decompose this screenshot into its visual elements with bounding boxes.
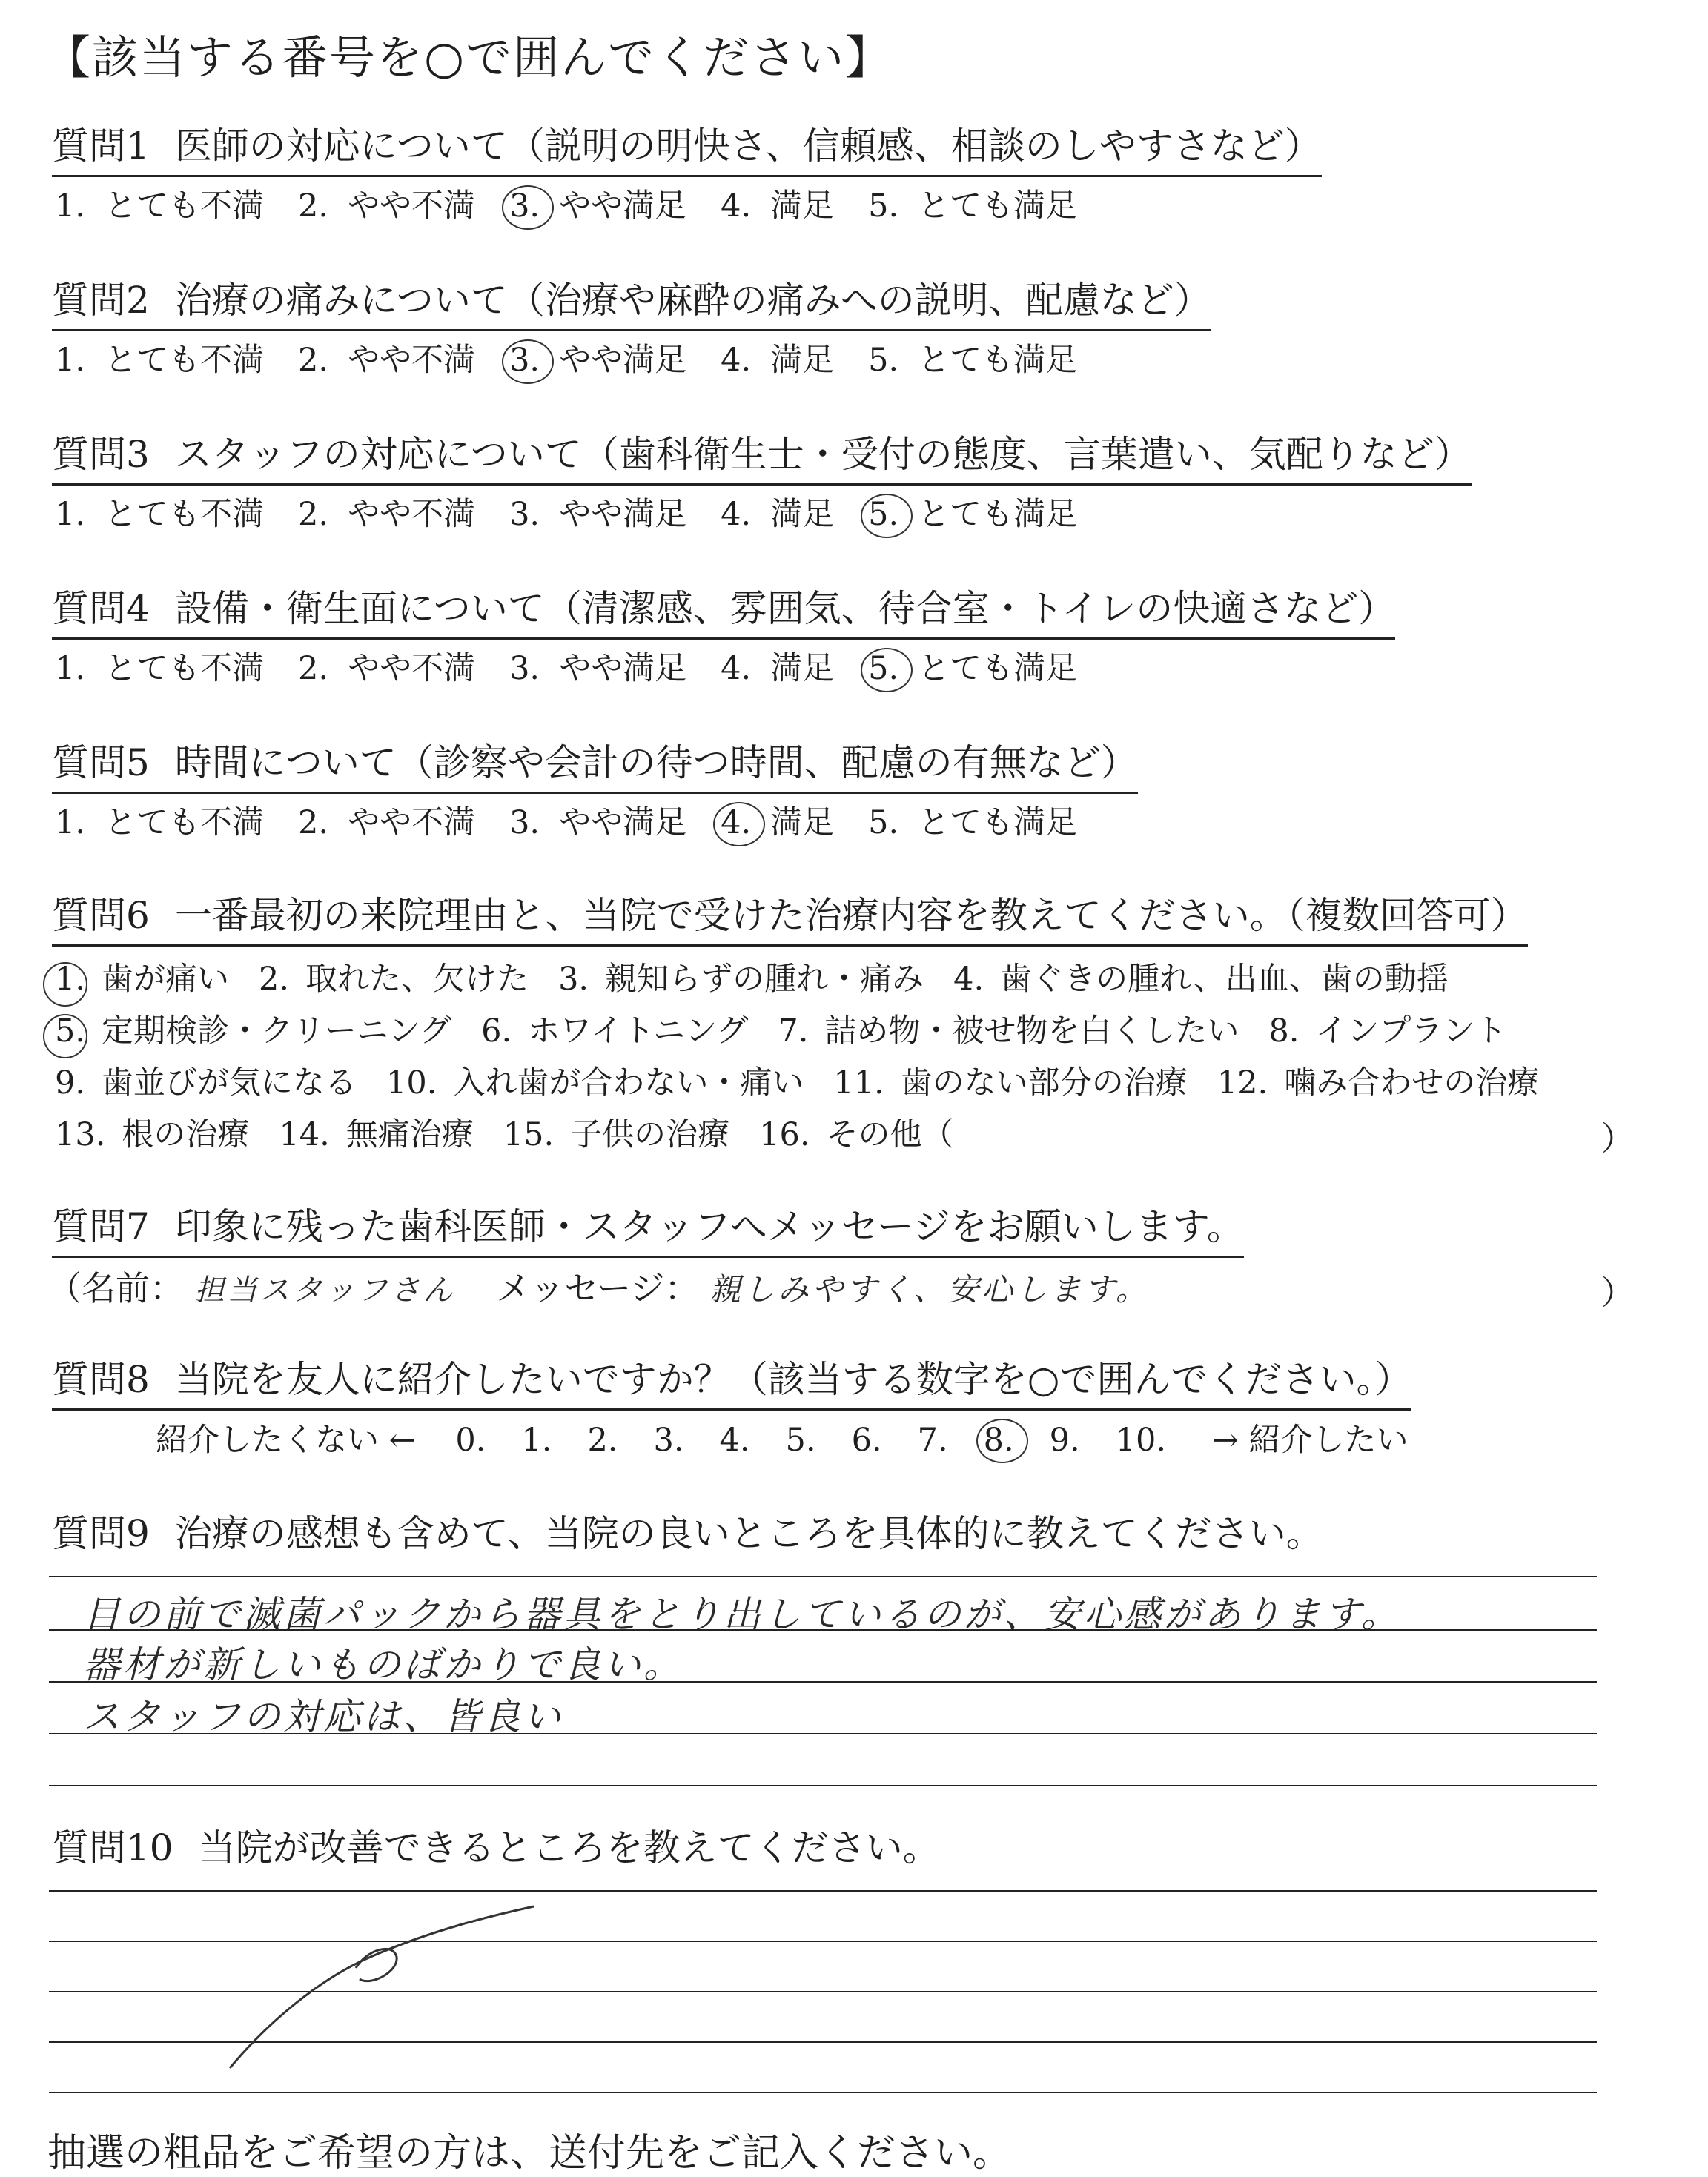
selection-circle	[976, 1419, 1028, 1463]
question-text: スタッフの対応について（歯科衛生士・受付の態度、言葉遣い、気配りなど）	[174, 433, 1472, 476]
option-number: 14.	[279, 1116, 330, 1153]
treatment-option[interactable]	[778, 1005, 1239, 1057]
option-number: 4.	[721, 342, 752, 379]
option-number: 2.	[259, 961, 290, 998]
option-label: 満足	[770, 188, 835, 225]
option-label: やや満足	[559, 804, 687, 841]
option-number: 5.	[868, 342, 899, 379]
option-label: 噛み合わせの治療	[1284, 1064, 1540, 1101]
option-label: 無痛治療	[345, 1116, 474, 1153]
answer-line	[49, 1629, 1597, 1631]
option-row	[55, 1005, 1569, 1057]
question-text: 治療の痛みについて（治療や麻酔の痛みへの説明、配慮など）	[174, 279, 1211, 322]
strike-mark	[208, 1898, 549, 2075]
option-number: 5.	[868, 492, 898, 537]
option-label: 根の治療	[122, 1116, 250, 1153]
name-label: （名前：	[47, 1268, 184, 1308]
answer-line	[49, 1681, 1597, 1683]
option-row	[55, 953, 1569, 1005]
rating-option[interactable]	[721, 492, 834, 537]
question-label: 質問5	[52, 741, 150, 784]
question-label: 質問9	[52, 1512, 150, 1555]
option-label: とても不満	[105, 188, 265, 225]
rating-option[interactable]	[868, 646, 1077, 691]
option-row	[55, 1057, 1569, 1109]
treatment-option[interactable]	[55, 1109, 249, 1161]
rating-option[interactable]	[721, 338, 834, 382]
selection-circle	[502, 185, 554, 230]
scale-number[interactable]: 6.	[851, 1422, 882, 1459]
option-label: やや満足	[559, 496, 687, 533]
selection-circle	[861, 648, 913, 692]
selection-circle	[713, 802, 765, 846]
option-label: 歯のない部分の治療	[900, 1064, 1188, 1101]
rating-option[interactable]	[509, 492, 686, 537]
option-number: 4.	[721, 496, 752, 533]
scale-number[interactable]: 9.	[1049, 1422, 1080, 1459]
option-number: 1.	[55, 961, 85, 998]
treatment-option[interactable]	[55, 1005, 451, 1057]
treatment-option[interactable]	[1217, 1057, 1539, 1109]
option-label: やや不満	[348, 804, 476, 841]
question-label: 質問2	[52, 279, 150, 322]
option-label: やや不満	[348, 496, 476, 533]
rating-options	[55, 492, 1111, 537]
rating-option[interactable]	[509, 338, 686, 382]
option-number: 15.	[503, 1116, 555, 1153]
rating-option[interactable]	[868, 184, 1077, 228]
selection-circle	[43, 1014, 87, 1058]
option-label: とても満足	[918, 342, 1078, 379]
page-title: 【該当する番号を○で囲んでください】	[44, 30, 893, 85]
option-label: やや満足	[559, 650, 687, 687]
rating-option[interactable]	[721, 646, 834, 691]
rating-option[interactable]	[298, 801, 475, 845]
option-label: 詰め物・被せ物を白くしたい	[824, 1013, 1239, 1050]
question-label: 質問8	[52, 1358, 150, 1401]
option-label: 子供の治療	[570, 1116, 730, 1153]
scale-numbers	[455, 1422, 1202, 1459]
option-number: 3.	[509, 804, 540, 841]
option-number: 8.	[1268, 1013, 1300, 1050]
option-label: とても不満	[105, 804, 265, 841]
scale-number[interactable]: 5.	[785, 1422, 816, 1459]
rating-option[interactable]	[55, 801, 264, 845]
rating-option[interactable]	[55, 492, 264, 537]
rating-option[interactable]	[298, 184, 475, 228]
rating-option[interactable]	[509, 184, 686, 228]
option-number: 6.	[481, 1013, 512, 1050]
option-label: やや不満	[348, 342, 476, 379]
rating-option[interactable]	[868, 801, 1077, 845]
treatment-options	[55, 953, 1569, 1161]
question-text: 当院を友人に紹介したいですか？（該当する数字を○で囲んでください。）	[174, 1358, 1412, 1401]
option-label: とても満足	[918, 804, 1078, 841]
scale-number[interactable]: 4.	[719, 1422, 750, 1459]
scale-number[interactable]: 1.	[521, 1422, 552, 1459]
rating-option[interactable]	[55, 646, 264, 691]
option-number: 4.	[721, 650, 752, 687]
option-number: 10.	[386, 1064, 437, 1101]
scale-number[interactable]: 2.	[587, 1422, 618, 1459]
question-label: 質問10	[52, 1826, 173, 1869]
option-label: 定期検診・クリーニング	[102, 1013, 452, 1050]
close-paren: ）	[1601, 1274, 1634, 1312]
rating-option[interactable]	[298, 338, 475, 382]
option-label: 入れ歯が合わない・痛い	[453, 1064, 804, 1101]
answer-line	[49, 1785, 1597, 1786]
option-label: 取れた、欠けた	[305, 961, 529, 998]
option-number: 2.	[298, 342, 329, 379]
option-number: 11.	[833, 1064, 884, 1101]
option-label: やや満足	[559, 342, 687, 379]
option-label: 親知らずの腫れ・痛み	[605, 961, 924, 998]
option-label: 満足	[770, 650, 835, 687]
option-label: ホワイトニング	[528, 1013, 749, 1050]
answer-text-1: 目の前で滅菌パックから器具をとり出しているのが、安心感があります。	[83, 1593, 1401, 1636]
answer-line	[49, 1890, 1597, 1892]
rating-options	[55, 646, 1111, 691]
question-label: 質問6	[52, 894, 150, 937]
option-label: とても満足	[918, 496, 1078, 533]
option-number: 3.	[558, 961, 589, 998]
option-number: 9.	[55, 1064, 86, 1101]
option-number: 2.	[298, 804, 329, 841]
rating-option[interactable]	[509, 646, 686, 691]
answer-text-3: スタッフの対応は、皆良い	[83, 1695, 563, 1738]
option-number: 12.	[1217, 1064, 1268, 1101]
option-number: 3.	[509, 496, 540, 533]
option-number: 5.	[55, 1013, 85, 1050]
option-number: 1.	[55, 188, 86, 225]
question-text: 印象に残った歯科医師・スタッフへメッセージをお願いします。	[174, 1205, 1244, 1248]
rating-option[interactable]	[721, 801, 834, 845]
option-label: とても不満	[105, 342, 265, 379]
option-label: とても不満	[105, 496, 265, 533]
question-label: 質問7	[52, 1205, 150, 1248]
option-number: 2.	[298, 188, 329, 225]
question-text: 設備・衛生面について（清潔感、雰囲気、待合室・トイレの快適さなど）	[174, 587, 1396, 630]
message-label: メッセージ：	[496, 1268, 699, 1308]
answer-text-2: 器材が新しいものばかりで良い。	[83, 1643, 683, 1686]
scale-number[interactable]: 0.	[455, 1422, 486, 1459]
option-number: 4.	[721, 188, 752, 225]
rating-option[interactable]	[298, 646, 475, 691]
option-label: その他（	[826, 1116, 954, 1153]
option-number: 1.	[55, 804, 86, 841]
question-text: 一番最初の来院理由と、当院で受けた治療内容を教えてください。（複数回答可）	[174, 894, 1528, 937]
close-paren: ）	[1601, 1120, 1634, 1158]
option-number: 7.	[778, 1013, 809, 1050]
option-label: 満足	[770, 342, 835, 379]
rating-option[interactable]	[868, 492, 1077, 537]
rating-option[interactable]	[55, 338, 264, 382]
option-number: 13.	[55, 1116, 106, 1153]
option-number: 3.	[509, 650, 540, 687]
option-number: 1.	[55, 496, 86, 533]
scale-number[interactable]: 7.	[917, 1422, 948, 1459]
treatment-option[interactable]	[953, 953, 1449, 1005]
answer-line	[49, 1733, 1597, 1734]
option-number: 2.	[298, 650, 329, 687]
option-number: 5.	[868, 188, 899, 225]
option-label: インプラント	[1315, 1013, 1507, 1050]
option-number: 16.	[759, 1116, 810, 1153]
option-label: とても満足	[918, 188, 1078, 225]
treatment-option[interactable]	[759, 1109, 953, 1161]
question-text: 治療の感想も含めて、当院の良いところを具体的に教えてください。	[174, 1512, 1323, 1555]
option-number: 1.	[55, 342, 86, 379]
option-label: 満足	[770, 496, 835, 533]
selection-circle	[861, 494, 913, 538]
option-label: 歯並びが気になる	[102, 1064, 357, 1101]
treatment-option[interactable]	[55, 1057, 357, 1109]
option-number: 5.	[868, 804, 899, 841]
option-label: やや満足	[559, 188, 687, 225]
selection-circle	[43, 962, 87, 1007]
question-text: 時間について（診察や会計の待つ時間、配慮の有無など）	[174, 741, 1138, 784]
option-number: 4.	[721, 801, 751, 845]
question-label: 質問4	[52, 587, 150, 630]
rating-option[interactable]	[55, 184, 264, 228]
rating-options	[55, 801, 1111, 845]
option-number: 3.	[509, 338, 540, 382]
scale-left-label: 紹介したくない ←	[156, 1422, 416, 1459]
treatment-option[interactable]	[481, 1005, 748, 1057]
treatment-option[interactable]	[279, 1109, 473, 1161]
option-label: とても不満	[105, 650, 265, 687]
footer-text: 抽選の粗品をご希望の方は、送付先をご記入ください。	[47, 2131, 1012, 2176]
option-label: やや不満	[348, 188, 476, 225]
treatment-option[interactable]	[386, 1057, 804, 1109]
scale-number[interactable]: 10.	[1115, 1422, 1167, 1459]
question-label: 質問3	[52, 433, 150, 476]
answer-line	[49, 1576, 1597, 1577]
treatment-option[interactable]	[55, 953, 229, 1005]
option-row	[55, 1109, 1569, 1161]
rating-options	[55, 338, 1111, 382]
rating-option[interactable]	[509, 801, 686, 845]
message-row	[47, 1265, 1150, 1314]
question-text: 当院が改善できるところを教えてください。	[198, 1826, 940, 1869]
scale-right-label: → 紹介したい	[1211, 1422, 1409, 1459]
selection-circle	[502, 339, 554, 384]
name-value: 担当スタッフさん	[194, 1273, 456, 1308]
rating-option[interactable]	[298, 492, 475, 537]
scale-number[interactable]: 3.	[653, 1422, 684, 1459]
rating-option[interactable]	[721, 184, 834, 228]
recommend-scale	[156, 1417, 1408, 1463]
treatment-option[interactable]	[503, 1109, 729, 1161]
option-number: 4.	[953, 961, 984, 998]
answer-line	[49, 2092, 1597, 2093]
option-number: 3.	[509, 184, 540, 228]
option-label: 歯が痛い	[102, 961, 230, 998]
option-number: 5.	[868, 646, 898, 691]
treatment-option[interactable]	[558, 953, 924, 1005]
option-label: とても満足	[918, 650, 1078, 687]
treatment-option[interactable]	[833, 1057, 1187, 1109]
treatment-option[interactable]	[259, 953, 529, 1005]
rating-option[interactable]	[868, 338, 1077, 382]
option-label: 満足	[770, 804, 835, 841]
option-label: やや不満	[348, 650, 476, 687]
message-value: 親しみやすく、安心します。	[709, 1271, 1150, 1308]
option-number: 2.	[298, 496, 329, 533]
scale-number[interactable]: 8.	[984, 1417, 1014, 1463]
question-text: 医師の対応について（説明の明快さ、信頼感、相談のしやすさなど）	[174, 125, 1322, 168]
treatment-option[interactable]	[1268, 1005, 1506, 1057]
question-label: 質問1	[52, 125, 150, 168]
option-number: 1.	[55, 650, 86, 687]
rating-options	[55, 184, 1111, 228]
option-label: 歯ぐきの腫れ、出血、歯の動揺	[1000, 961, 1449, 998]
